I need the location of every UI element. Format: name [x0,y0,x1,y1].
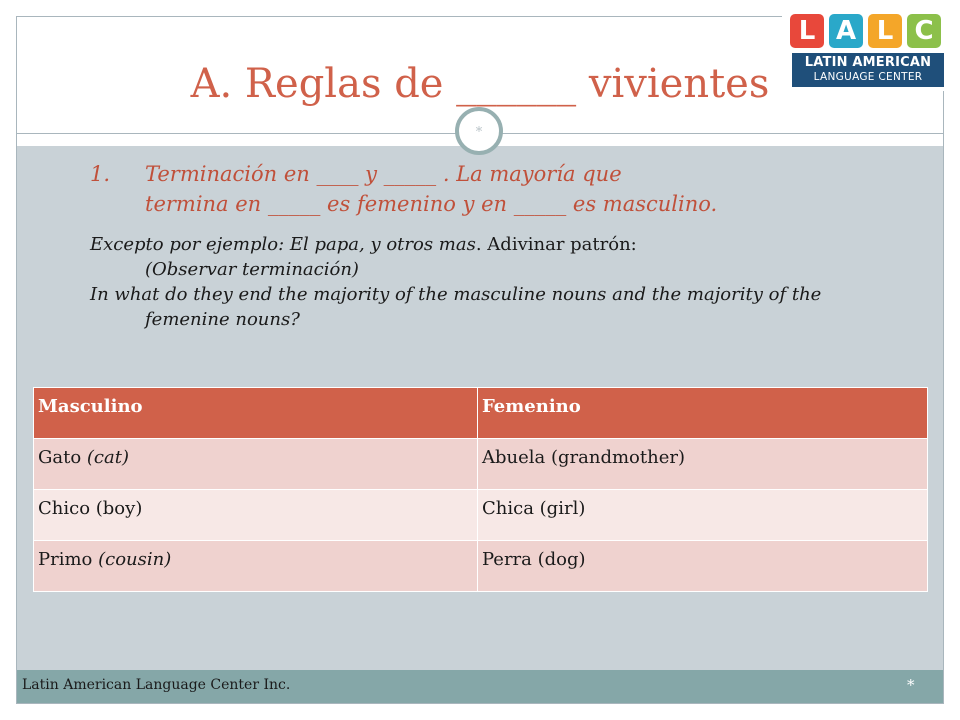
masculine-gloss: (cousin) [98,549,172,570]
exception-text [90,232,870,282]
gender-table [33,387,928,592]
masculine-gloss: (cat) [86,447,129,468]
masculine-word: Gato [38,447,87,468]
table-row [34,439,928,490]
footer-text: Latin American Language Center Inc. [22,677,291,693]
exception-upright: . Adivinar patrón: [475,234,637,255]
header-femenino: Femenino [478,388,928,439]
masculine-word: Primo [38,549,99,570]
logo-tile-l: L [790,14,824,48]
logo-tile-a: A [829,14,863,48]
logo-tile-l2: L [868,14,902,48]
slide-body [90,159,870,332]
item-line2: termina en _____ es femenino y en _____ es masculino. [145,192,718,216]
footer-star: * [907,676,915,694]
masculine-cell [34,439,478,490]
rule-item-1 [90,159,870,219]
masculine-cell [34,541,478,592]
table-row [34,541,928,592]
item-number: 1. [90,162,111,186]
feminine-cell: Chica (girl) [478,490,928,541]
header-masculino: Masculino [34,388,478,439]
slide-title: A. Reglas de ______ vivientes [190,61,770,107]
item-line1: Terminación en ____ y _____ . La mayoría que [145,162,622,186]
logo-line2: LANGUAGE CENTER [813,71,923,83]
observe-note: (Observar terminación) [145,259,359,280]
circle-symbol: * [475,124,483,140]
masculine-cell [34,490,478,541]
exception-italic: Excepto por ejemplo: El papa, y otros mas [90,234,476,255]
lalc-logo [782,8,950,91]
table-row [34,490,928,541]
divider-circle [455,107,503,155]
masculine-word: Chico (boy) [38,498,143,519]
table-header-row [34,388,928,439]
feminine-cell: Perra (dog) [478,541,928,592]
logo-tile-c: C [907,14,941,48]
feminine-cell: Abuela (grandmother) [478,439,928,490]
logo-line1: LATIN AMERICAN [804,55,932,70]
logo-wordmark [792,53,944,87]
question-text: In what do they end the majority of the masculine nouns and the majority of the femenine nouns? [90,284,822,330]
